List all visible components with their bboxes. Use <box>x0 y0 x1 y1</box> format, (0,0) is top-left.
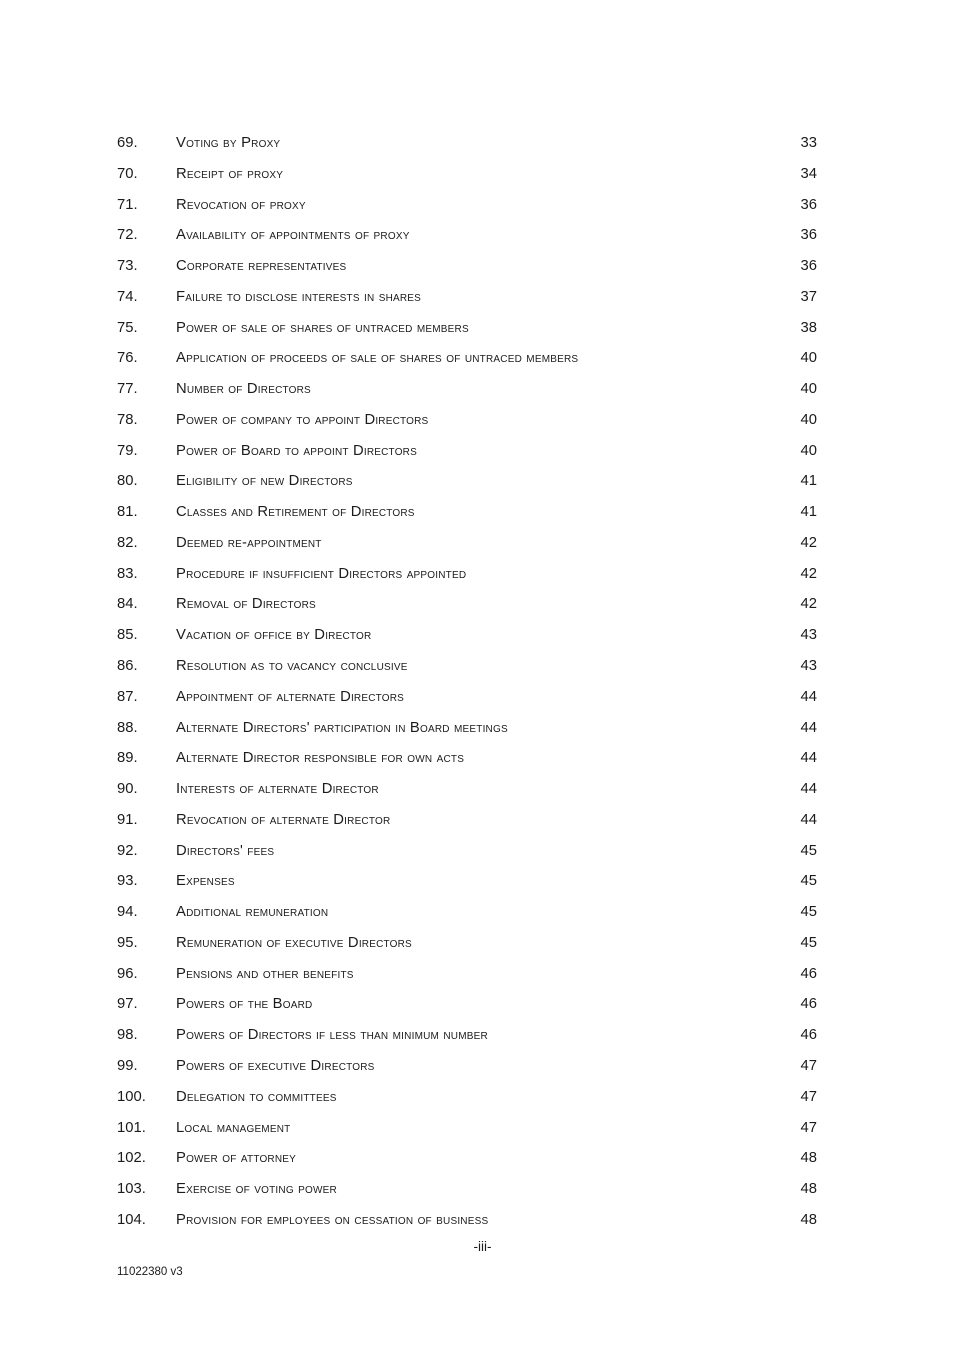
toc-entry-number: 99. <box>117 1057 138 1074</box>
toc-entry <box>117 959 817 990</box>
toc-entry <box>117 651 817 682</box>
toc-entry-page: 40 <box>800 442 817 459</box>
toc-entry-page: 45 <box>800 873 817 890</box>
toc-entry <box>117 989 817 1020</box>
toc-entry-number: 94. <box>117 904 138 921</box>
toc-entry-number: 87. <box>117 688 138 705</box>
toc-entry <box>117 497 817 528</box>
toc-entry-number: 98. <box>117 1027 138 1044</box>
toc-entry-title: Exercise of voting power <box>176 1181 337 1198</box>
toc-entry <box>117 928 817 959</box>
toc-entry-title: Number of Directors <box>176 381 311 398</box>
toc-entry-title: Classes and Retirement of Directors <box>176 504 415 521</box>
toc-entry-title: Expenses <box>176 873 235 890</box>
toc-entry-page: 40 <box>800 350 817 367</box>
toc-entry-title: Powers of the Board <box>176 996 313 1013</box>
toc-entry-title: Resolution as to vacancy conclusive <box>176 658 408 675</box>
toc-entry-page: 33 <box>800 135 817 151</box>
toc-entry-title: Revocation of alternate Director <box>176 811 391 828</box>
toc-entry-page: 45 <box>800 842 817 859</box>
toc-entry-title: Vacation of office by Director <box>176 627 372 644</box>
toc-entry <box>117 713 817 744</box>
toc-entry <box>117 436 817 467</box>
toc-entry-page: 48 <box>800 1211 817 1228</box>
toc-entry <box>117 343 817 374</box>
toc-entry-number: 69. <box>117 135 138 151</box>
toc-entry-page: 47 <box>800 1088 817 1105</box>
toc-entry-page: 41 <box>800 504 817 521</box>
toc-entry-number: 100. <box>117 1088 146 1105</box>
toc-entry-title: Additional remuneration <box>176 904 329 921</box>
toc-entry-page: 40 <box>800 411 817 428</box>
toc-entry-number: 77. <box>117 381 138 398</box>
toc-entry-number: 93. <box>117 873 138 890</box>
toc-entry-page: 44 <box>800 719 817 736</box>
toc-entry-page: 44 <box>800 781 817 798</box>
toc-entry-number: 88. <box>117 719 138 736</box>
toc-entry-title: Delegation to committees <box>176 1088 337 1105</box>
toc-entry-number: 82. <box>117 534 138 551</box>
toc-entry <box>117 1082 817 1113</box>
toc-entry-title: Remuneration of executive Directors <box>176 934 412 951</box>
toc-entry <box>117 836 817 867</box>
toc-entry-number: 102. <box>117 1150 146 1167</box>
toc-entry-page: 45 <box>800 934 817 951</box>
toc-entry-number: 85. <box>117 627 138 644</box>
toc-entry-title: Voting by Proxy <box>176 135 281 151</box>
toc-entry-page: 43 <box>800 627 817 644</box>
toc-entry-page: 42 <box>800 565 817 582</box>
toc-entry <box>117 220 817 251</box>
toc-entry-page: 47 <box>800 1057 817 1074</box>
toc-entry <box>117 743 817 774</box>
toc-entry-title: Removal of Directors <box>176 596 316 613</box>
toc-entry-title: Alternate Director responsible for own acts <box>176 750 465 767</box>
toc-entry-title: Receipt of proxy <box>176 165 284 182</box>
toc-entry-title: Corporate representatives <box>176 258 347 275</box>
toc-entry <box>117 466 817 497</box>
toc-entry <box>117 282 817 313</box>
toc-entry-page: 38 <box>800 319 817 336</box>
toc-entry-title: Procedure if insufficient Directors appointed <box>176 565 467 582</box>
toc-entry-number: 75. <box>117 319 138 336</box>
toc-entry-page: 42 <box>800 596 817 613</box>
toc-entry-title: Powers of Directors if less than minimum number <box>176 1027 488 1044</box>
toc-entry <box>117 528 817 559</box>
toc-entry-page: 36 <box>800 258 817 275</box>
toc-entry-number: 83. <box>117 565 138 582</box>
toc-entry-number: 97. <box>117 996 138 1013</box>
toc-entry-title: Revocation of proxy <box>176 196 306 213</box>
toc-entry <box>117 1205 817 1236</box>
toc-entry-number: 101. <box>117 1119 146 1136</box>
toc-entry <box>117 1020 817 1051</box>
toc-entry-page: 48 <box>800 1181 817 1198</box>
toc-entry-number: 103. <box>117 1181 146 1198</box>
toc-entry-title: Power of sale of shares of untraced members <box>176 319 469 336</box>
toc-entry-page: 46 <box>800 996 817 1013</box>
toc-entry-title: Failure to disclose interests in shares <box>176 288 422 305</box>
toc-entry-number: 79. <box>117 442 138 459</box>
document-reference: 11022380 v3 <box>117 1266 183 1278</box>
toc-entry-number: 96. <box>117 965 138 982</box>
toc-entry <box>117 374 817 405</box>
toc-entry <box>117 1051 817 1082</box>
toc-entry <box>117 159 817 190</box>
toc-entry-page: 43 <box>800 658 817 675</box>
toc-entry <box>117 559 817 590</box>
toc-entry-page: 40 <box>800 381 817 398</box>
toc-entry-page: 36 <box>800 196 817 213</box>
toc-entry-number: 80. <box>117 473 138 490</box>
toc-entry <box>117 1174 817 1205</box>
toc-entry-number: 74. <box>117 288 138 305</box>
toc-entry-number: 92. <box>117 842 138 859</box>
toc-entry-title: Deemed re-appointment <box>176 534 322 551</box>
toc-entry-page: 44 <box>800 750 817 767</box>
toc-entry-title: Directors' fees <box>176 842 275 859</box>
toc-entry-number: 84. <box>117 596 138 613</box>
toc-entry-number: 89. <box>117 750 138 767</box>
toc-entry-page: 44 <box>800 688 817 705</box>
toc-entry-title: Eligibility of new Directors <box>176 473 353 490</box>
toc-entry <box>117 866 817 897</box>
toc-entry-title: Appointment of alternate Directors <box>176 688 405 705</box>
toc-entry-number: 78. <box>117 411 138 428</box>
toc-entry <box>117 251 817 282</box>
toc-entry <box>117 1113 817 1144</box>
toc-entry <box>117 1143 817 1174</box>
toc-entry-number: 72. <box>117 227 138 244</box>
toc-entry-number: 95. <box>117 934 138 951</box>
toc-entry-page: 46 <box>800 965 817 982</box>
toc-entry-title: Alternate Directors' participation in Board meetings <box>176 719 508 736</box>
toc-entry-number: 90. <box>117 781 138 798</box>
toc-entry-number: 104. <box>117 1211 146 1228</box>
toc-entry-title: Power of attorney <box>176 1150 297 1167</box>
toc-entry-page: 36 <box>800 227 817 244</box>
toc-entry-number: 81. <box>117 504 138 521</box>
toc-entry-title: Power of company to appoint Directors <box>176 411 429 428</box>
toc-entry-number: 86. <box>117 658 138 675</box>
toc-entry-number: 70. <box>117 165 138 182</box>
toc-entry-title: Power of Board to appoint Directors <box>176 442 417 459</box>
toc-entry-page: 46 <box>800 1027 817 1044</box>
toc-entry <box>117 405 817 436</box>
toc-entry <box>117 128 817 159</box>
toc-entry-page: 44 <box>800 811 817 828</box>
toc-entry <box>117 897 817 928</box>
toc-entry-title: Local management <box>176 1119 291 1136</box>
toc-entry <box>117 620 817 651</box>
toc-entry-title: Provision for employees on cessation of business <box>176 1211 489 1228</box>
toc-entry-page: 41 <box>800 473 817 490</box>
toc-entry-page: 48 <box>800 1150 817 1167</box>
toc-entry-page: 47 <box>800 1119 817 1136</box>
toc-entry-number: 76. <box>117 350 138 367</box>
toc-entry-title: Powers of executive Directors <box>176 1057 375 1074</box>
toc-entry-title: Availability of appointments of proxy <box>176 227 410 244</box>
toc-entry <box>117 805 817 836</box>
toc-entry-page: 37 <box>800 288 817 305</box>
toc-entry <box>117 774 817 805</box>
toc-entry-number: 73. <box>117 258 138 275</box>
toc-entry <box>117 190 817 221</box>
toc-entry-title: Pensions and other benefits <box>176 965 354 982</box>
toc-entry-number: 91. <box>117 811 138 828</box>
toc-entry <box>117 589 817 620</box>
toc-entry-number: 71. <box>117 196 138 213</box>
toc-list <box>117 128 817 1236</box>
toc-entry-page: 34 <box>800 165 817 182</box>
toc-entry <box>117 313 817 344</box>
toc-entry-page: 45 <box>800 904 817 921</box>
toc-entry-title: Application of proceeds of sale of shares of untraced members <box>176 350 579 367</box>
toc-entry <box>117 682 817 713</box>
footer-page-number: -iii- <box>473 1239 492 1254</box>
toc-entry-title: Interests of alternate Director <box>176 781 379 798</box>
toc-entry-page: 42 <box>800 534 817 551</box>
